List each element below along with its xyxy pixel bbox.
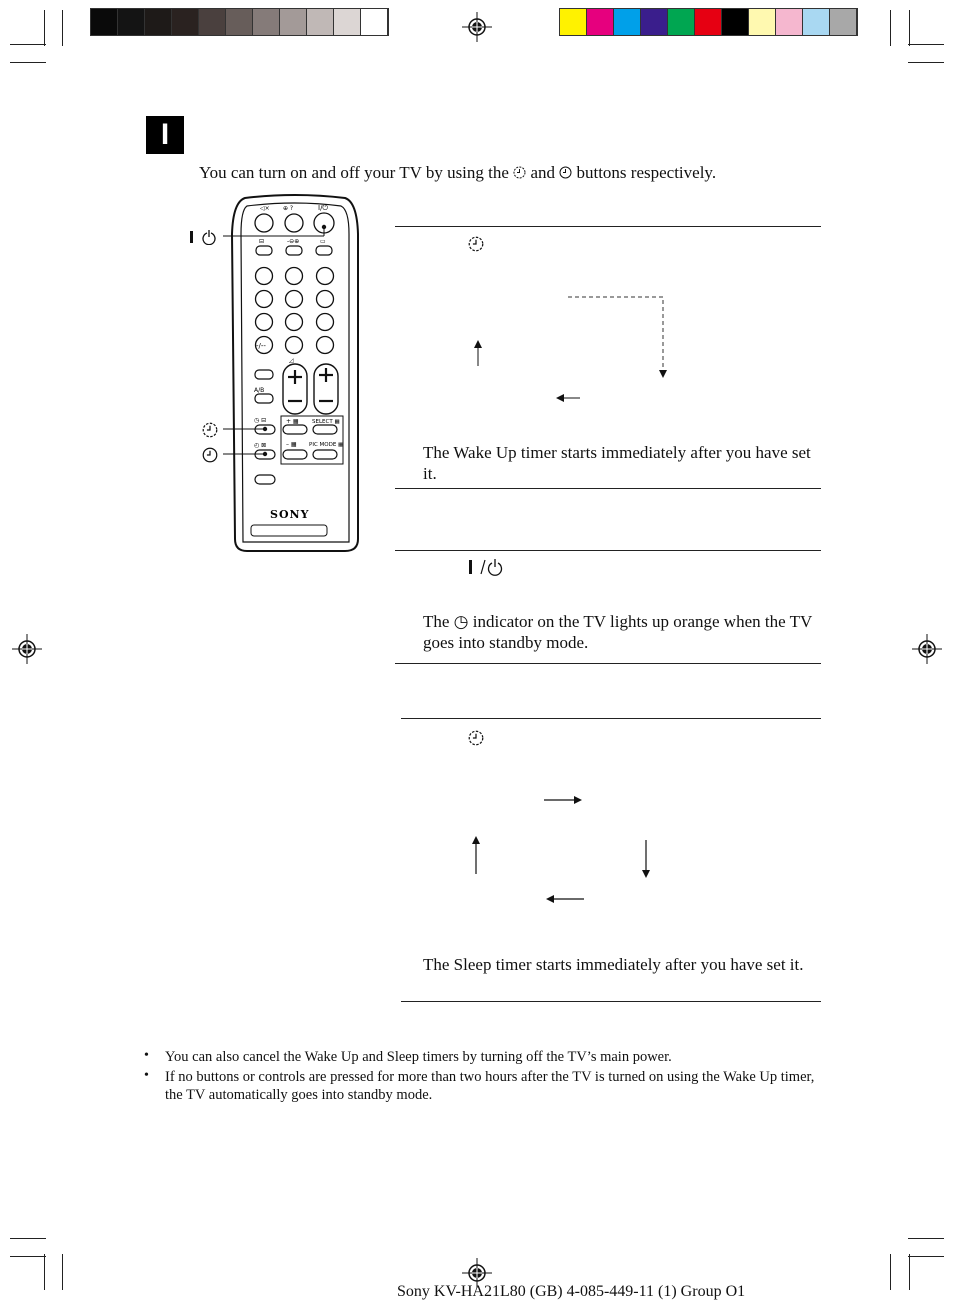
calibration-swatch: [830, 9, 857, 35]
remote-control-illustration: [185, 194, 365, 556]
svg-text:◁×: ◁×: [260, 205, 270, 212]
arrow-icon: [659, 370, 667, 378]
wake-up-note: The Wake Up timer starts immediately after you have set it.: [423, 443, 811, 483]
wake-up-timer-icon: [468, 236, 484, 252]
calibration-swatch: [560, 9, 587, 35]
divider: [395, 488, 821, 489]
arrow-icon: [474, 340, 482, 348]
calibration-swatch: [118, 9, 145, 35]
standby-note: The ◷ indicator on the TV lights up orange when the TV goes into standby mode.: [423, 612, 812, 652]
calibration-swatch: [307, 9, 334, 35]
calibration-swatch: [803, 9, 830, 35]
sleep-timer-icon: [202, 447, 218, 463]
wake-up-cycle-diagram: [468, 292, 668, 402]
sleep-cycle-diagram: [466, 790, 666, 910]
svg-text:PIC MODE ▦: PIC MODE ▦: [309, 442, 344, 448]
arrow-icon: [472, 836, 480, 844]
arrow-icon: [546, 895, 554, 903]
intro-suffix: buttons respectively.: [576, 163, 717, 182]
divider: [395, 226, 821, 227]
intro-text: [199, 162, 716, 183]
intro-prefix: You can turn on and off your TV by using the: [199, 163, 509, 182]
svg-text:+ ▦: + ▦: [286, 418, 299, 425]
wake-up-timer-icon: [513, 166, 526, 179]
calibration-swatch: [641, 9, 668, 35]
svg-text:-⊖⊕: -⊖⊕: [287, 238, 300, 245]
divider: [401, 1001, 821, 1002]
divider: [401, 718, 821, 719]
svg-text:◴ ⊠: ◴ ⊠: [254, 442, 267, 449]
calibration-swatch: [226, 9, 253, 35]
svg-text:– ▦: – ▦: [286, 441, 297, 448]
sleep-timer-icon: [468, 730, 484, 746]
note-item: If no buttons or controls are pressed for more than two hours after the TV is turned on using the Wake Up timer, the TV automatically goes into standby mode.: [165, 1069, 815, 1103]
divider: [395, 550, 821, 551]
svg-text:⊕ ?: ⊕ ?: [283, 205, 294, 212]
calibration-swatch: [695, 9, 722, 35]
registration-mark-icon: [912, 634, 942, 664]
svg-text:◷ ⊟: ◷ ⊟: [254, 417, 267, 424]
calibration-swatch: [334, 9, 361, 35]
divider: [395, 663, 821, 664]
svg-text:A/B: A/B: [254, 387, 265, 394]
calibration-swatch: [668, 9, 695, 35]
registration-mark-icon: [12, 634, 42, 664]
svg-text:⊟: ⊟: [259, 238, 265, 245]
calibration-swatch: [253, 9, 280, 35]
arrow-icon: [642, 870, 650, 878]
svg-text:SELECT ▦: SELECT ▦: [312, 419, 340, 425]
registration-mark-icon: [462, 12, 492, 42]
sleep-note: The Sleep timer starts immediately after you have set it.: [423, 955, 804, 974]
calibration-swatch: [776, 9, 803, 35]
calibration-swatch: [614, 9, 641, 35]
wake-up-timer-icon: [202, 422, 218, 438]
remote-brand: SONY: [270, 508, 310, 521]
calibration-swatch: [91, 9, 118, 35]
intro-middle: and: [530, 163, 555, 182]
calibration-swatch: [749, 9, 776, 35]
arrow-icon: [556, 394, 564, 402]
power-label: I/⏻: [318, 204, 328, 212]
power-icon: [188, 229, 218, 245]
section-marker: I: [146, 116, 184, 154]
calibration-swatch: [361, 9, 388, 35]
svg-text:▭: ▭: [320, 238, 326, 245]
calibration-swatch: [280, 9, 307, 35]
footer-text: Sony KV-HA21L80 (GB) 4-085-449-11 (1) Group O1: [397, 1283, 746, 1300]
power-callout: [188, 229, 218, 245]
grayscale-calibration-bar: [90, 8, 389, 36]
color-calibration-bar: [559, 8, 858, 36]
calibration-swatch: [145, 9, 172, 35]
note-item: You can also cancel the Wake Up and Sleep timers by turning off the TV’s main power.: [165, 1049, 672, 1065]
calibration-swatch: [722, 9, 749, 35]
sleep-timer-icon: [559, 166, 572, 179]
calibration-swatch: [587, 9, 614, 35]
svg-text:-/--: -/--: [256, 342, 266, 350]
calibration-swatch: [172, 9, 199, 35]
svg-text:◿: ◿: [289, 357, 294, 364]
power-icon: [466, 557, 504, 577]
calibration-swatch: [199, 9, 226, 35]
arrow-icon: [574, 796, 582, 804]
